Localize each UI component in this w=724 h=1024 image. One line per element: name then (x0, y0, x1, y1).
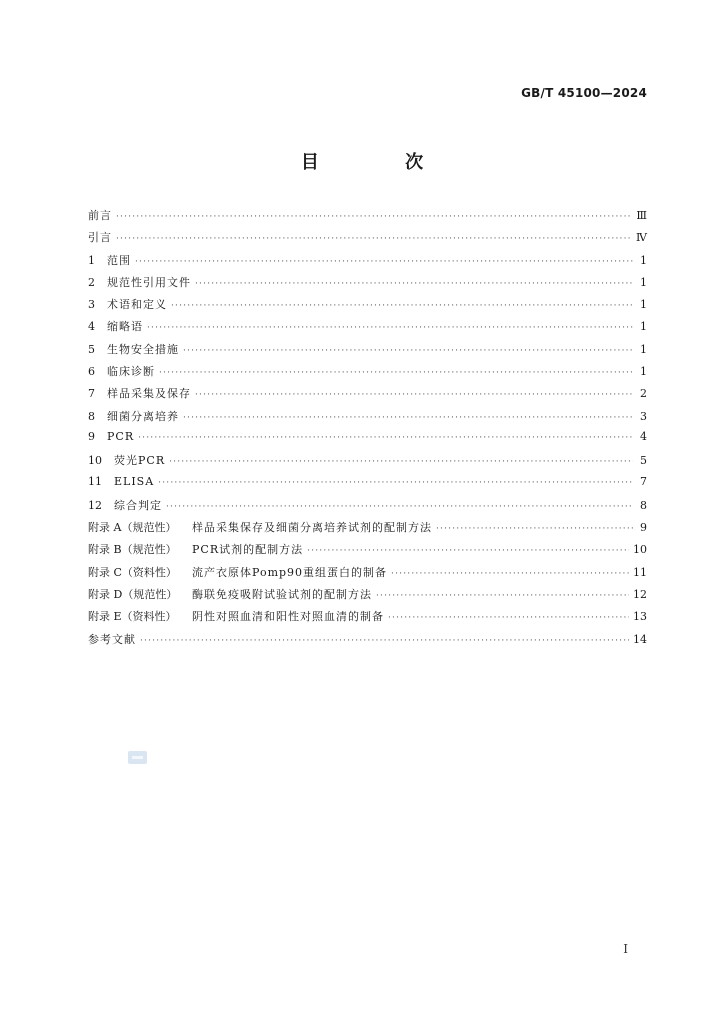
toc-entry-number: 2 (88, 275, 95, 289)
toc-entry-page: 4 (640, 429, 647, 443)
toc-entry-number: 附录 D（规范性） (88, 588, 178, 602)
toc-entry-title: 参考文献 (88, 632, 136, 646)
toc-entry-title: PCR试剂的配制方法 (192, 543, 304, 557)
toc-entry-page: 1 (640, 275, 647, 289)
toc-entry-title: ELISA (114, 474, 155, 488)
toc-entry-title: 范围 (107, 253, 131, 267)
toc-entry-number: 6 (88, 365, 95, 379)
toc-entry-number: 附录 C（资料性） (88, 565, 177, 579)
toc-entry-page: 1 (640, 320, 647, 334)
dot-leader (183, 346, 633, 356)
dot-leader (171, 301, 633, 311)
dot-leader (183, 413, 633, 423)
toc-entry-title: 临床诊断 (107, 365, 155, 379)
dot-leader (195, 279, 633, 289)
toc-entry-number: 10 (88, 454, 102, 468)
toc-entry-title: 样品采集及保存 (107, 387, 191, 401)
toc-entry-title: 综合判定 (114, 498, 162, 512)
toc-entry[interactable] (88, 229, 647, 251)
toc-entry-page: 1 (640, 298, 647, 312)
toc-entry-page: Ⅳ (636, 231, 647, 245)
toc-entry-page: 5 (640, 454, 647, 468)
toc-entry-number: 附录 E（资料性） (88, 610, 177, 624)
toc-entry-page: 13 (633, 610, 647, 624)
toc-entry-title: 阴性对照血清和阳性对照血清的制备 (192, 610, 384, 624)
toc-entry-title: 术语和定义 (107, 298, 167, 312)
toc-entry-title: 细菌分离培养 (107, 409, 179, 423)
toc-entry-title: PCR (107, 429, 135, 443)
toc-entry-title: 样品采集保存及细菌分离培养试剂的配制方法 (192, 521, 432, 535)
toc-entry-title: 引言 (88, 231, 112, 245)
toc-entry-page: 11 (633, 565, 647, 579)
dot-leader (388, 613, 629, 623)
toc-entry-number: 5 (88, 342, 95, 356)
table-of-contents (88, 207, 647, 653)
toc-entry-title: 前言 (88, 209, 112, 222)
dot-leader (158, 478, 633, 488)
toc-entry-number: 4 (88, 320, 95, 334)
toc-entry[interactable] (88, 341, 647, 363)
toc-entry-page: 14 (633, 632, 647, 646)
toc-entry-page: 1 (640, 365, 647, 379)
dot-leader (391, 569, 629, 579)
toc-entry[interactable] (88, 541, 647, 563)
toc-entry-page: 3 (640, 409, 647, 423)
toc-entry-number: 附录 B（规范性） (88, 543, 177, 557)
toc-entry-page: 8 (640, 498, 647, 512)
toc-entry[interactable] (88, 385, 647, 407)
toc-entry[interactable] (88, 318, 647, 340)
toc-entry[interactable] (88, 608, 647, 630)
toc-entry-page: 10 (633, 543, 647, 557)
toc-entry-title: 酶联免疫吸附试验试剂的配制方法 (192, 588, 372, 602)
dot-leader (169, 457, 633, 467)
dot-leader (376, 591, 629, 601)
dot-leader (166, 502, 633, 512)
dot-leader (135, 257, 633, 267)
toc-entry[interactable] (88, 586, 647, 608)
dot-leader (116, 234, 632, 244)
dot-leader (116, 212, 632, 222)
dot-leader (140, 636, 629, 646)
toc-entry-number: 3 (88, 298, 95, 312)
toc-entry-title: 生物安全措施 (107, 342, 179, 356)
toc-entry[interactable] (88, 631, 647, 653)
toc-entry-number: 12 (88, 498, 102, 512)
dot-leader (138, 433, 633, 443)
toc-entry-title: 流产衣原体Pomp90重组蛋白的制备 (192, 565, 388, 579)
toc-entry-number: 8 (88, 409, 95, 423)
dot-leader (307, 546, 629, 556)
toc-entry-page: 2 (640, 387, 647, 401)
dot-leader (147, 323, 633, 333)
dot-leader (159, 368, 633, 378)
toc-entry-number: 7 (88, 387, 95, 401)
toc-entry[interactable] (88, 296, 647, 318)
toc-entry-page: 7 (640, 474, 647, 488)
dot-leader (436, 524, 633, 534)
toc-entry-page: 1 (640, 342, 647, 356)
toc-entry[interactable] (88, 475, 647, 497)
toc-entry-number: 9 (88, 429, 95, 443)
page-number: I (623, 942, 628, 956)
toc-entry-number: 附录 A（规范性） (88, 521, 177, 535)
toc-entry[interactable] (88, 207, 647, 229)
toc-entry[interactable] (88, 519, 647, 541)
toc-entry[interactable] (88, 430, 647, 452)
toc-entry-number: 11 (88, 474, 102, 488)
toc-entry-title: 规范性引用文件 (107, 275, 191, 289)
toc-entry[interactable] (88, 564, 647, 586)
toc-entry-page: 9 (640, 521, 647, 535)
toc-entry[interactable] (88, 408, 647, 430)
toc-entry-title: 缩略语 (107, 320, 143, 334)
toc-entry-title: 荧光PCR (114, 454, 166, 468)
toc-entry[interactable] (88, 452, 647, 474)
toc-entry-number: 1 (88, 253, 95, 267)
watermark-logo (128, 751, 147, 764)
dot-leader (195, 390, 633, 400)
toc-entry[interactable] (88, 274, 647, 296)
page-title: 目 次 (300, 152, 464, 173)
standard-number: GB/T 45100—2024 (521, 86, 647, 100)
toc-entry-page: Ⅲ (636, 209, 647, 222)
toc-entry[interactable] (88, 252, 647, 274)
toc-entry[interactable] (88, 497, 647, 519)
toc-entry-page: 1 (640, 253, 647, 267)
toc-entry-page: 12 (633, 588, 647, 602)
toc-entry[interactable] (88, 363, 647, 385)
